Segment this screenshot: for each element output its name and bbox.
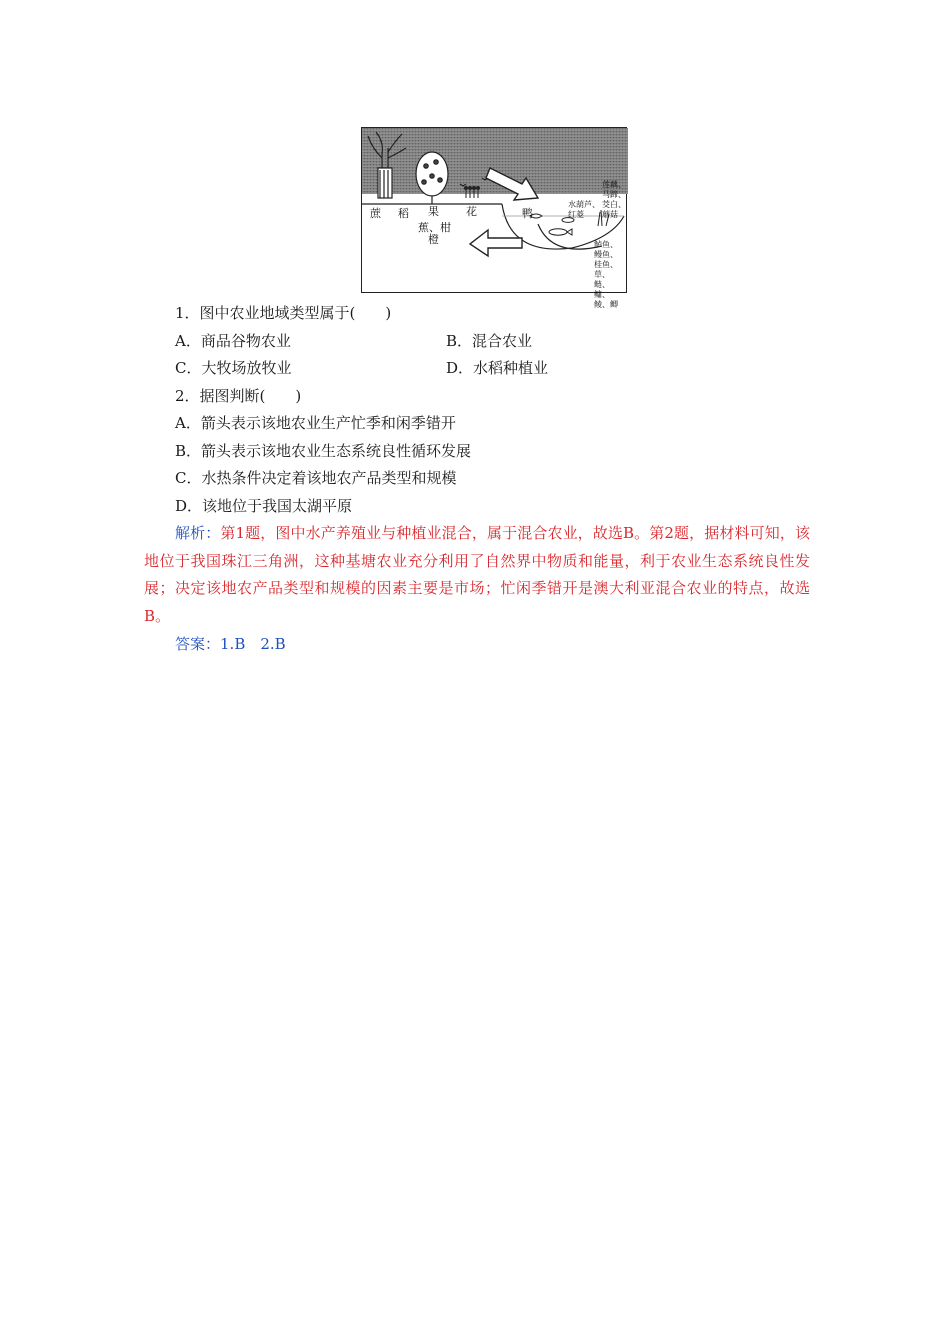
label-rice: 稻 xyxy=(398,207,409,220)
question-2-option-d: D．该地位于我国太湖平原 xyxy=(175,497,353,515)
label-fruit: 果 xyxy=(428,205,439,218)
label-fish-right: 鲈鱼、鳗鱼、桂鱼、草、鲢、鳙、鲮、鲫 xyxy=(594,240,618,309)
question-1-option-a: A．商品谷物农业 xyxy=(175,332,291,350)
fish-icon xyxy=(549,218,574,236)
question-2-option-b: B．箭头表示该地农业生态系统良性循环发展 xyxy=(175,442,472,460)
question-1-option-c: C．大牧场放牧业 xyxy=(175,359,292,377)
fruit-tree-icon xyxy=(416,152,448,204)
label-sugarcane: 蔗 xyxy=(370,207,381,220)
question-1-option-b: B．混合农业 xyxy=(446,332,533,350)
label-banana-orange: 蕉、柑 xyxy=(418,221,451,234)
question-1-option-d: D．水稻种植业 xyxy=(446,359,549,377)
label-duck: 鸭 xyxy=(522,207,533,220)
question-1-stem: 1．图中农业地域类型属于( ) xyxy=(175,304,392,322)
answer-label: 答案： xyxy=(175,635,221,653)
question-2-option-c: C．水热条件决定着该地农产品类型和规模 xyxy=(175,469,457,487)
label-water-plants-1: 水葫芦、 xyxy=(568,200,600,209)
agriculture-diagram xyxy=(361,127,627,309)
answer-line xyxy=(175,633,286,655)
analysis-label: 解析： xyxy=(175,524,221,542)
label-orange: 橙 xyxy=(428,233,439,246)
question-2-option-a: A．箭头表示该地农业生产忙季和闲季错开 xyxy=(175,414,456,432)
answer-text: 1.B 2.B xyxy=(220,635,286,653)
question-2-stem: 2．据图判断( ) xyxy=(175,387,302,405)
label-flower: 花 xyxy=(466,205,477,218)
analysis-paragraph xyxy=(144,520,810,630)
analysis-text: 第1题，图中水产养殖业与种植业混合，属于混合农业，故选B。第2题，据材料可知，该地位于我国珠江三角洲，这种基塘农业充分利用了自然界中物质和能量，利于农业生态系统良性发展；决定该地农产品类型和规模的因素主要是市场；忙闲季错开是澳大利亚混合农业的特点，故选B。 xyxy=(144,524,810,625)
sky-band xyxy=(362,128,628,194)
label-water-plants-2: 红菱 xyxy=(568,210,584,219)
cycle-arrow xyxy=(538,224,602,249)
label-crops-right: 莲藕、马蹄、茭白、蘑菇 xyxy=(602,180,626,219)
